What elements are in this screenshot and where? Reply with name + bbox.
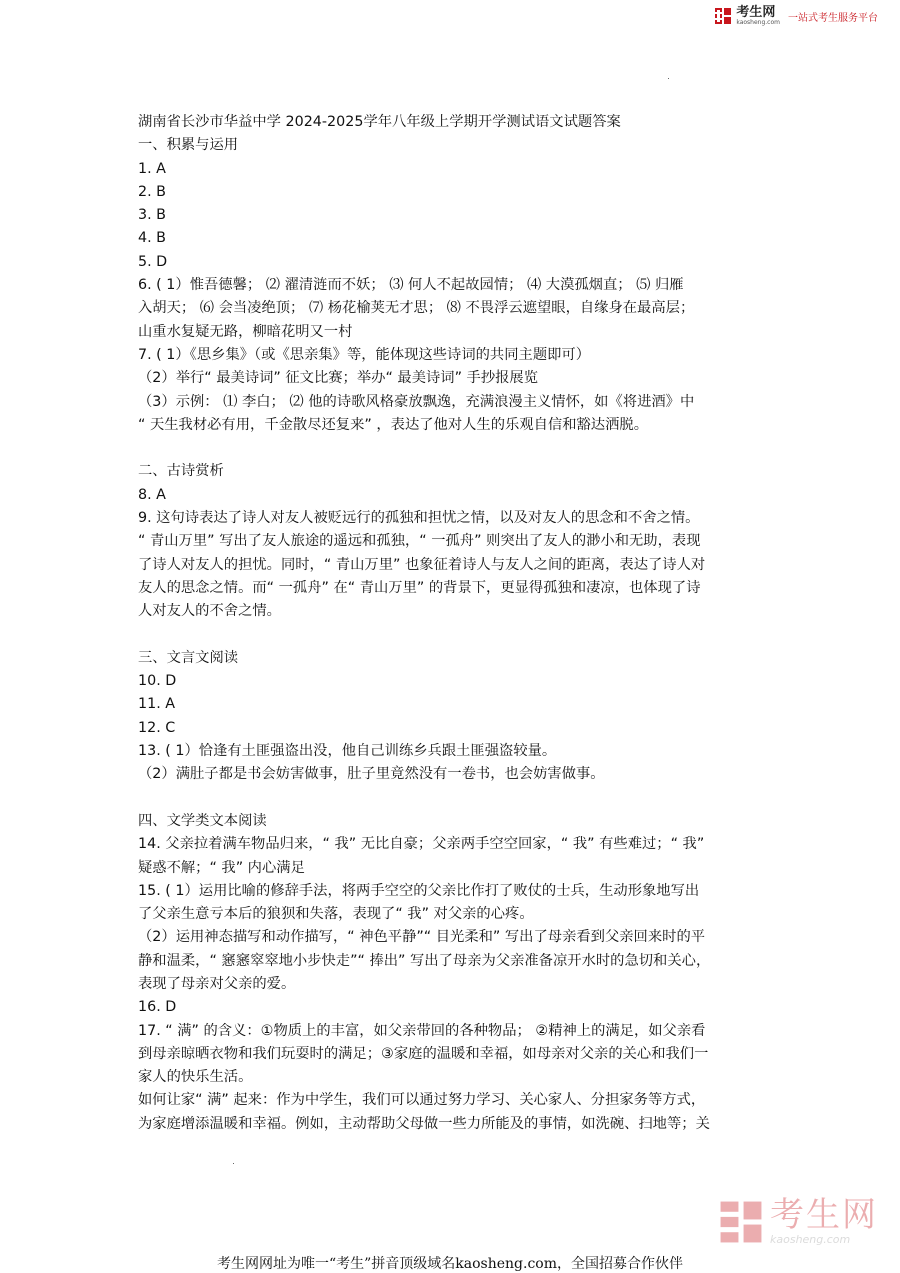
answer-line: 了父亲生意亏本后的狼狈和失落，表现了“ 我” 对父亲的心疼。 [138,906,534,923]
answer-line: 2. B [138,183,166,200]
answer-line: 15. ( 1）运用比喻的修辞手法，将两手空空的父亲比作打了败仗的士兵，生动形象地写出 [138,882,700,899]
answer-line: 山重水复疑无路，柳暗花明又一村 [138,323,353,340]
answer-line: （2）运用神态描写和动作描写，“ 神色平静”“ 目光柔和” 写出了母亲看到父亲回来时的平 [138,929,706,946]
answer-line: “ 青山万里” 写出了友人旅途的遥远和孤独，“ 一孤舟” 则突出了友人的渺小和无助，表现 [138,533,701,550]
answer-line: （2）满肚子都是书会妨害做事，肚子里竟然没有一卷书，也会妨害做事。 [138,766,605,783]
speck-dot [668,78,669,79]
kaosheng-watermark-icon [718,1199,764,1245]
page-footer: 考生网网址为唯一“考生”拼音顶级域名kaosheng.com，全国招募合作伙伴 [216,1256,684,1272]
answer-line: 17. “ 满” 的含义：①物质上的丰富，如父亲带回的各种物品； ②精神上的满足，如父亲看 [138,1022,706,1039]
section-gap [138,787,768,810]
section-heading: 四、文学类文本阅读 [138,812,267,829]
section-gap [138,624,768,647]
answer-line: 为家庭增添温暖和幸福。例如，主动帮助父母做一些力所能及的事情，如洗碗、扫地等；关 [138,1115,710,1132]
answer-line: 静和温柔，“ 窸窸窣窣地小步快走”“ 捧出” 写出了母亲为父亲准备凉开水时的急切和关心， [138,952,711,969]
kaosheng-logo-icon [714,7,732,25]
answer-line: 如何让家“ 满” 起来：作为中学生，我们可以通过努力学习、关心家人、分担家务等方式， [138,1092,706,1109]
speck-dot [233,1163,234,1164]
answer-line: 人对友人的不舍之情。 [138,603,281,620]
answer-line: 友人的思念之情。而“ 一孤舟” 在“ 青山万里” 的背景下，更显得孤独和凄凉，也体现了诗 [138,579,701,596]
answer-line: 1. A [138,160,166,177]
answer-line: （3）示例： ⑴ 李白； ⑵ 他的诗歌风格豪放飘逸，充满浪漫主义情怀，如《将进酒》中 [138,393,695,410]
answer-line: 10. D [138,673,177,690]
answer-line: 8. A [138,486,166,503]
answer-line: 了诗人对友人的担忧。同时，“ 青山万里” 也象征着诗人与友人之间的距离，表达了诗人对 [138,556,706,573]
answer-line: 3. B [138,207,166,224]
answer-line: 6. ( 1）惟吾德馨； ⑵ 濯清涟而不妖； ⑶ 何人不起故园情； ⑷ 大漠孤烟直； ⑸ 归雁 [138,277,684,294]
section-gap [138,437,768,460]
answer-line: 9. 这句诗表达了诗人对友人被贬远行的孤独和担忧之情，以及对友人的思念和不舍之情。 [138,510,700,527]
document-title: 湖南省长沙市华益中学 2024-2025学年八年级上学期开学测试语文试题答案 [138,114,621,130]
logo-slogan: 一站式考生服务平台 [788,12,878,24]
answer-line: 5. D [138,253,168,270]
answer-line: 疑惑不解；“ 我” 内心满足 [138,859,305,876]
answer-line: （2）举行“ 最美诗词” 征文比赛；举办“ 最美诗词” 手抄报展览 [138,370,539,387]
answer-line: 14. 父亲拉着满车物品归来，“ 我” 无比自豪；父亲两手空空回家，“ 我” 有些难过；“ 我” [138,836,705,853]
answer-line: 11. A [138,696,176,713]
section-heading: 二、古诗赏析 [138,463,224,480]
watermark-domain: kaosheng.com [770,1233,851,1246]
answer-line: 表现了母亲对父亲的爱。 [138,975,296,992]
header-logo [714,6,878,26]
section-heading: 一、积累与运用 [138,137,239,154]
answer-line: 16. D [138,999,177,1016]
answer-line: 到母亲晾晒衣物和我们玩耍时的满足；③家庭的温暖和幸福，如母亲对父亲的关心和我们一 [138,1045,709,1062]
logo-name: 考生网 [736,5,776,20]
answer-line: “ 天生我材必有用，千金散尽还复来” ，表达了他对人生的乐观自信和豁达洒脱。 [138,416,648,433]
answer-line: 4. B [138,230,166,247]
answer-document [138,111,768,1136]
logo-domain: kaosheng.com [736,19,780,26]
answer-line: 13. ( 1）恰逢有土匪强盗出没，他自己训练乡兵跟土匪强盗较量。 [138,743,557,760]
answer-line: 12. C [138,719,176,736]
watermark-name: 考生网 [770,1195,878,1235]
answer-line: 7. ( 1）《思乡集》（或《思亲集》等，能体现这些诗词的共同主题即可） [138,346,591,363]
answer-line: 入胡天； ⑹ 会当凌绝顶； ⑺ 杨花榆荚无才思； ⑻ 不畏浮云遮望眼，自缘身在最高层； [138,300,695,317]
watermark-logo [718,1195,878,1246]
answer-line: 家人的快乐生活。 [138,1069,253,1086]
section-heading: 三、文言文阅读 [138,649,239,666]
